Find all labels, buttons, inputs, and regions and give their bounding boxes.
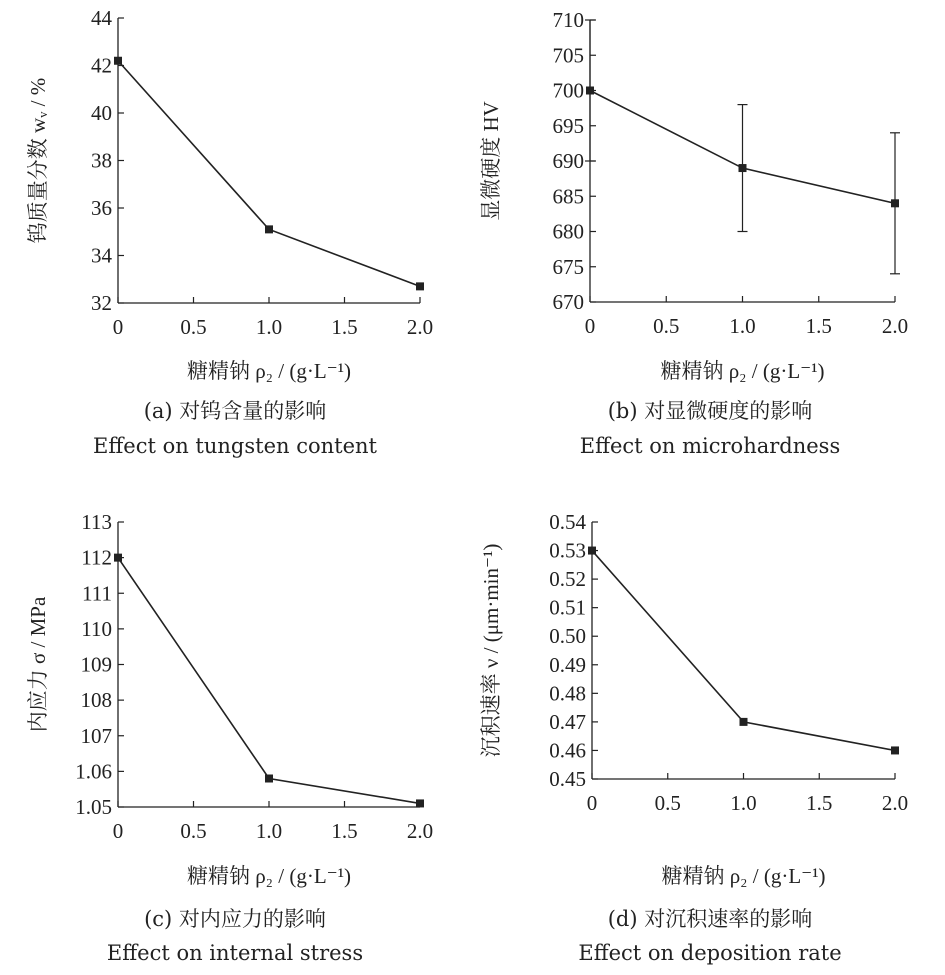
y-tick-label: 680 bbox=[552, 219, 584, 244]
y-tick-label: 1.05 bbox=[75, 795, 112, 819]
x-tick-label: 0 bbox=[112, 819, 124, 843]
data-point bbox=[416, 282, 424, 290]
y-axis-label: 钨质量分数 wᵥ / % bbox=[25, 77, 50, 244]
data-point bbox=[265, 225, 273, 233]
x-axis-label: 糖精钠 ρ₂ / (g·L⁻¹) bbox=[186, 359, 352, 383]
x-tick-label: 2.0 bbox=[406, 315, 434, 339]
y-tick-label: 44 bbox=[91, 6, 112, 30]
caption-c-en: Effect on internal stress bbox=[106, 941, 364, 965]
y-tick-label: 38 bbox=[91, 148, 112, 173]
panel-c bbox=[0, 495, 470, 890]
y-tick-label: 685 bbox=[552, 184, 584, 209]
y-tick-label: 0.50 bbox=[549, 624, 586, 649]
x-tick-label: 0.5 bbox=[653, 314, 680, 338]
x-tick-label: 0 bbox=[586, 791, 598, 815]
y-tick-label: 109 bbox=[80, 652, 112, 677]
series-line bbox=[118, 558, 420, 804]
data-point bbox=[114, 57, 122, 65]
y-tick-label: 40 bbox=[91, 101, 112, 125]
x-tick-label: 2.0 bbox=[881, 791, 909, 815]
x-tick-label: 2.0 bbox=[406, 819, 434, 843]
y-tick-label: 34 bbox=[91, 243, 112, 268]
y-tick-label: 690 bbox=[552, 149, 584, 173]
y-tick-label: 710 bbox=[552, 8, 584, 32]
y-axis-label: 沉积速率 ν / (μm·min⁻¹) bbox=[478, 543, 503, 758]
y-tick-label: 0.54 bbox=[549, 510, 586, 534]
y-tick-label: 1.06 bbox=[75, 759, 112, 784]
y-tick-label: 0.47 bbox=[549, 709, 586, 734]
data-point bbox=[740, 718, 748, 726]
x-tick-label: 1.0 bbox=[730, 791, 757, 815]
panel-b bbox=[475, 0, 945, 390]
x-tick-label: 0 bbox=[112, 315, 124, 339]
chart-microhardness bbox=[475, 0, 945, 390]
y-tick-label: 42 bbox=[91, 53, 112, 78]
x-tick-label: 1.5 bbox=[805, 314, 832, 338]
x-tick-label: 1.0 bbox=[255, 315, 283, 339]
x-tick-label: 1.5 bbox=[806, 791, 833, 815]
y-tick-label: 0.46 bbox=[549, 738, 586, 763]
y-axis-label: 内应力 σ / MPa bbox=[25, 596, 50, 733]
x-axis-label: 糖精钠 ρ₂ / (g·L⁻¹) bbox=[660, 359, 825, 383]
data-point bbox=[114, 554, 122, 562]
data-point bbox=[891, 199, 899, 207]
y-tick-label: 0.45 bbox=[549, 767, 586, 791]
data-point bbox=[265, 775, 273, 783]
y-tick-label: 110 bbox=[81, 616, 112, 641]
caption-b-en: Effect on microhardness bbox=[579, 434, 841, 458]
y-tick-label: 705 bbox=[552, 43, 584, 68]
data-point bbox=[586, 87, 594, 95]
caption-c bbox=[0, 906, 470, 966]
panel-d bbox=[475, 495, 945, 890]
caption-b-cn: (b) 对显微硬度的影响 bbox=[607, 399, 813, 423]
y-tick-label: 670 bbox=[552, 290, 584, 314]
caption-a-cn: (a) 对钨含量的影响 bbox=[143, 399, 327, 423]
data-point bbox=[891, 746, 899, 754]
y-tick-label: 0.51 bbox=[549, 595, 586, 620]
y-tick-label: 0.48 bbox=[549, 681, 586, 706]
y-tick-label: 695 bbox=[552, 113, 584, 138]
y-tick-label: 112 bbox=[81, 545, 112, 570]
x-tick-label: 0.5 bbox=[180, 315, 207, 339]
data-point bbox=[739, 164, 747, 172]
series-line bbox=[118, 61, 420, 287]
chart-internal-stress bbox=[0, 495, 470, 890]
y-axis-label: 显微硬度 HV bbox=[478, 101, 503, 221]
data-point bbox=[588, 547, 596, 555]
y-tick-label: 107 bbox=[80, 723, 112, 748]
x-axis-label: 糖精钠 ρ₂ / (g·L⁻¹) bbox=[186, 864, 352, 888]
x-tick-label: 2.0 bbox=[881, 314, 909, 338]
y-tick-label: 0.49 bbox=[549, 652, 586, 677]
caption-d-cn: (d) 对沉积速率的影响 bbox=[607, 907, 813, 931]
y-tick-label: 700 bbox=[552, 78, 584, 103]
chart-deposition-rate bbox=[475, 495, 945, 890]
data-point bbox=[416, 799, 424, 807]
y-tick-label: 32 bbox=[91, 291, 112, 315]
y-tick-label: 36 bbox=[91, 196, 112, 220]
caption-a-en: Effect on tungsten content bbox=[93, 434, 377, 458]
y-tick-label: 0.53 bbox=[549, 538, 586, 563]
chart-tungsten-content bbox=[0, 0, 470, 390]
x-tick-label: 1.0 bbox=[255, 819, 283, 843]
y-tick-label: 0.52 bbox=[549, 567, 586, 592]
x-tick-label: 1.5 bbox=[331, 315, 358, 339]
caption-d-en: Effect on deposition rate bbox=[578, 941, 842, 965]
y-tick-label: 111 bbox=[82, 581, 112, 606]
y-tick-label: 113 bbox=[81, 510, 112, 534]
caption-a bbox=[0, 398, 470, 459]
x-tick-label: 1.0 bbox=[729, 314, 756, 338]
x-tick-label: 0 bbox=[584, 314, 596, 338]
panel-a bbox=[0, 0, 470, 390]
y-tick-label: 108 bbox=[80, 688, 112, 713]
x-tick-label: 0.5 bbox=[654, 791, 681, 815]
caption-d bbox=[475, 906, 945, 966]
caption-b bbox=[475, 398, 945, 459]
x-tick-label: 1.5 bbox=[331, 819, 358, 843]
x-tick-label: 0.5 bbox=[180, 819, 207, 843]
x-axis-label: 糖精钠 ρ₂ / (g·L⁻¹) bbox=[661, 864, 826, 888]
caption-c-cn: (c) 对内应力的影响 bbox=[144, 907, 326, 931]
y-tick-label: 675 bbox=[552, 254, 584, 279]
